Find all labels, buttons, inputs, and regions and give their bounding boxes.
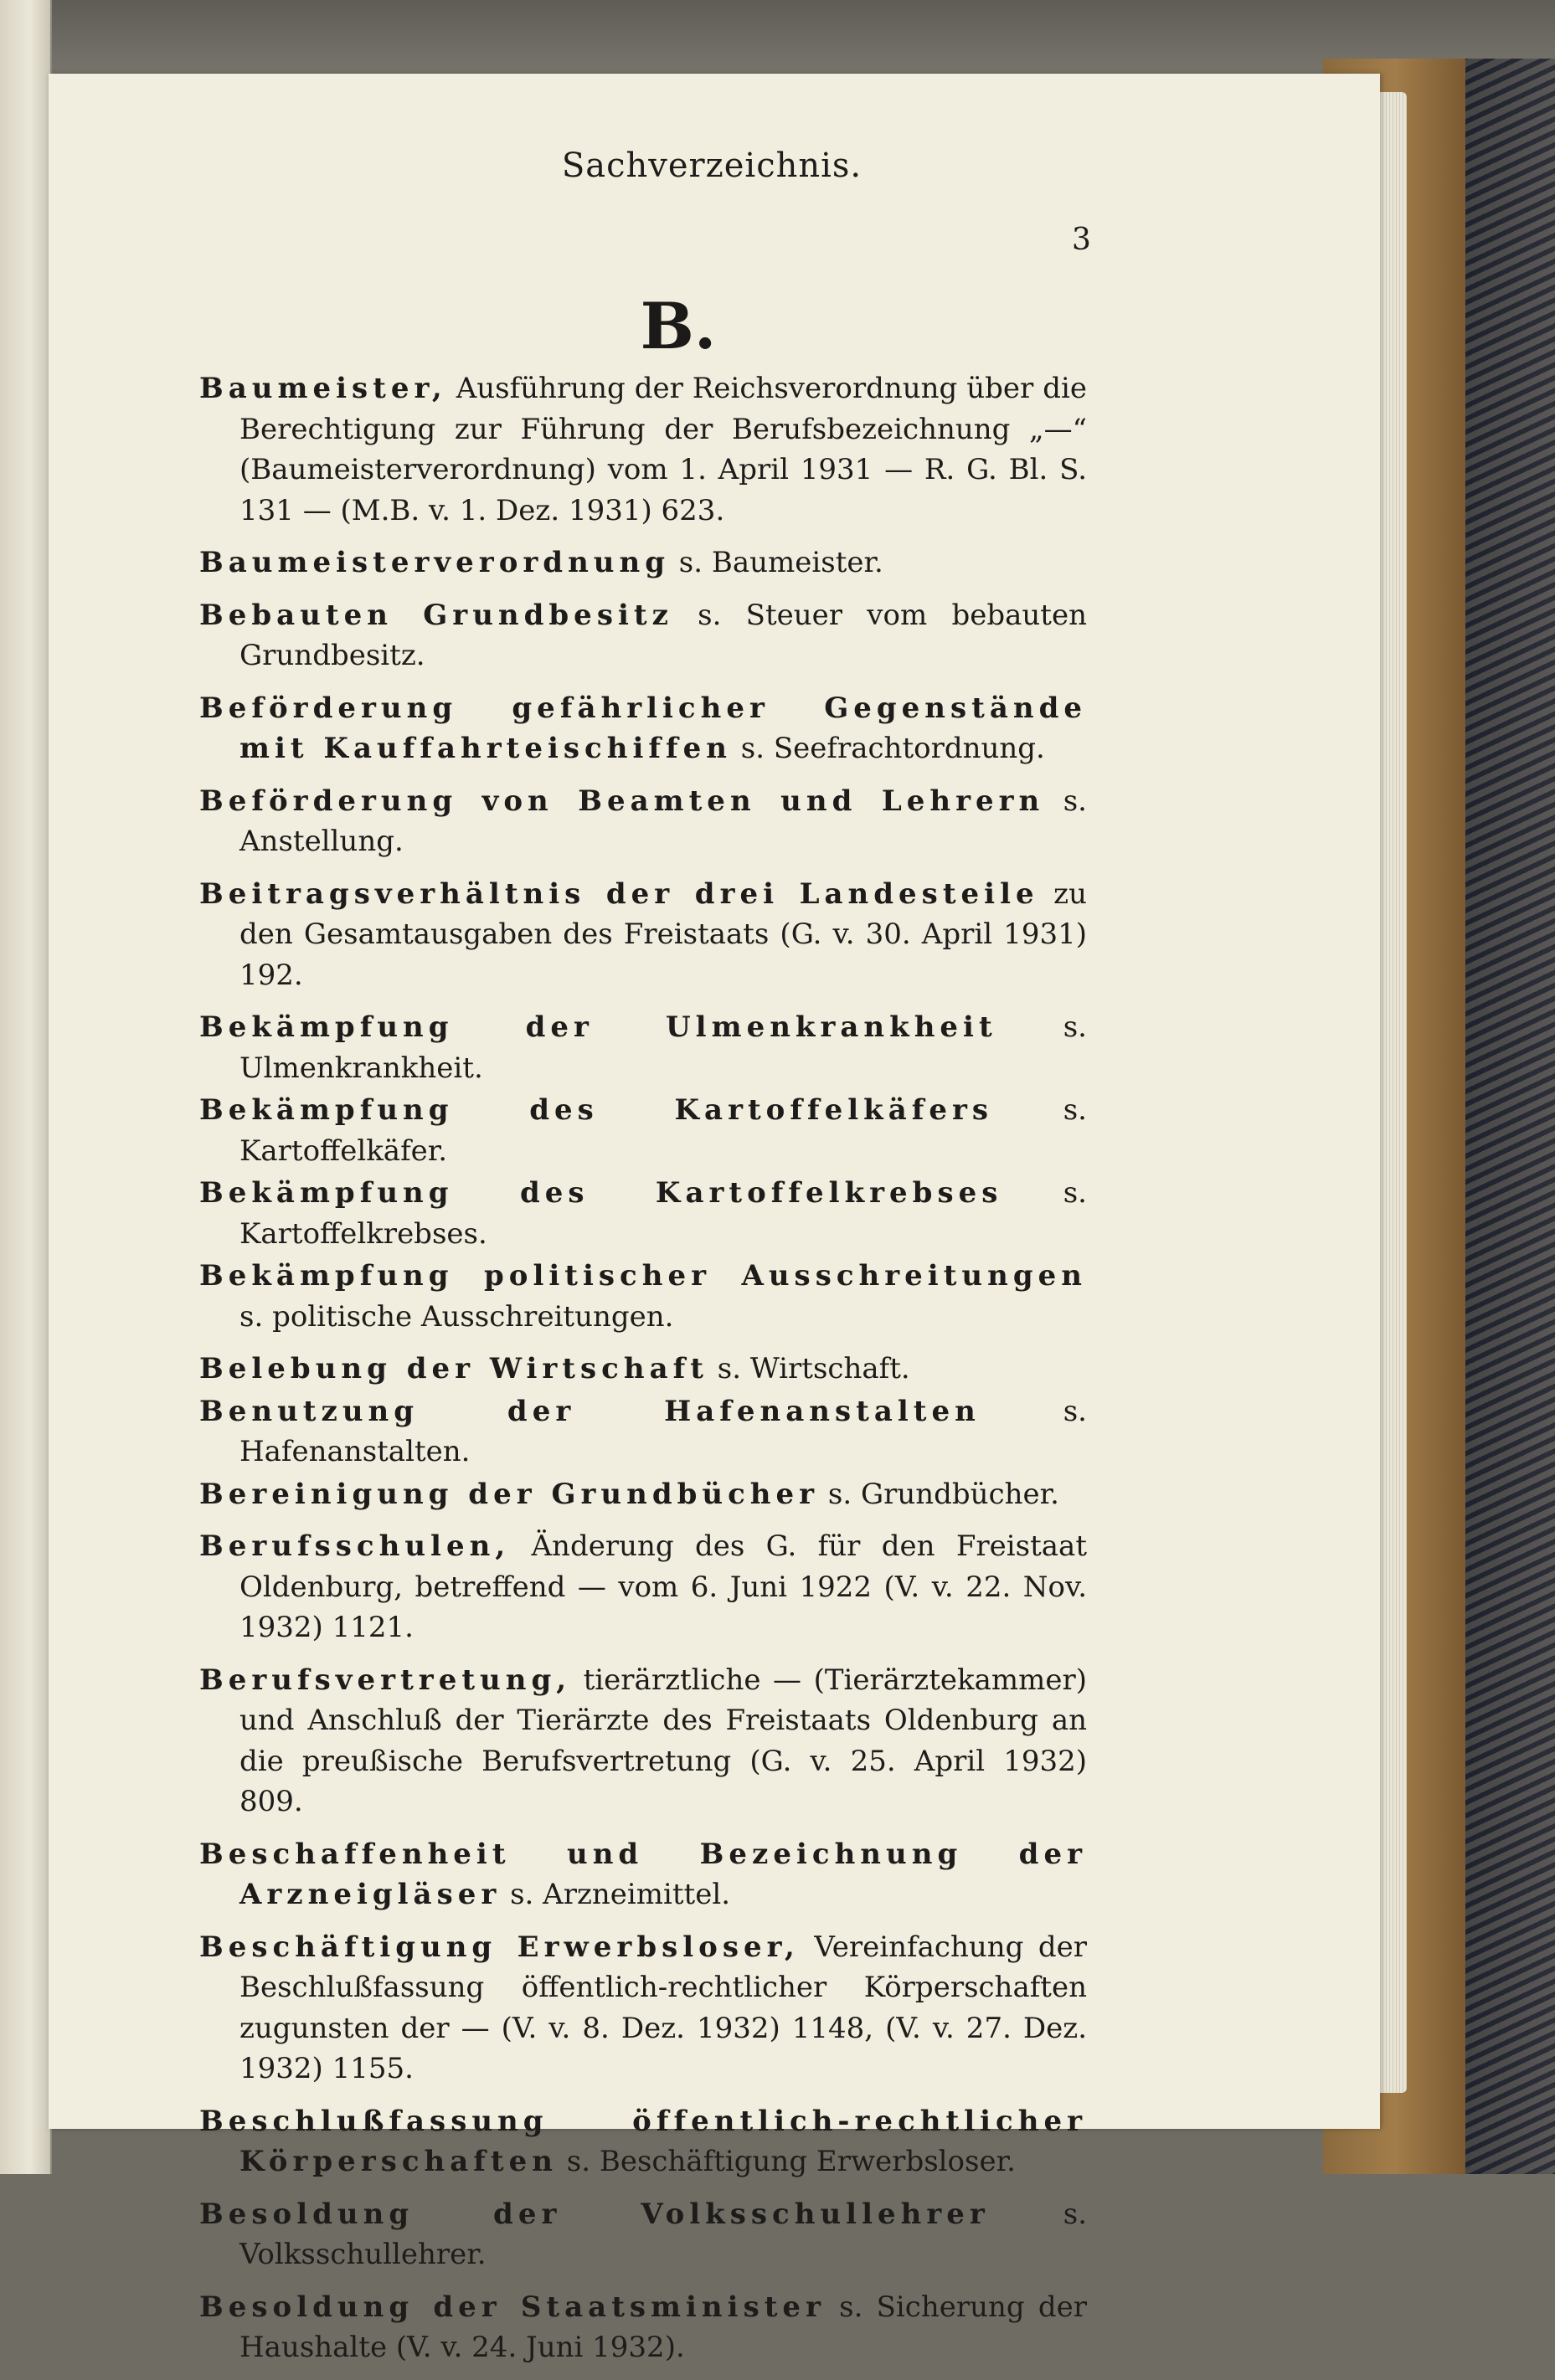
- entry-text: s. Wirtschaft.: [708, 1352, 910, 1385]
- entry-text: s. Anstellung.: [239, 784, 1087, 858]
- entry-text: s. Kartoffelkäfer.: [239, 1093, 1087, 1168]
- entry-text: s. politische Ausschreitungen.: [239, 1299, 674, 1334]
- page-number: 3: [1072, 223, 1091, 257]
- entry-text: s. Baumeister.: [670, 546, 883, 579]
- entry-text: s. Seefrachtordnung.: [732, 732, 1045, 765]
- index-entry: [199, 2287, 1087, 2368]
- entry-headword: Bebauten Grundbesitz: [199, 598, 673, 632]
- entry-text: s. Steuer vom bebauten Grundbesitz.: [239, 598, 1087, 672]
- entry-headword: Beschäftigung Erwerbsloser,: [199, 1930, 800, 1964]
- entry-text: tierärztliche — (Tierärztekammer) und Anschluß der Tierärzte des Freistaats Oldenburg an die preußische Berufsvertretung (G. v. 25. April 1932) 809.: [239, 1663, 1087, 1818]
- entry-headword: Bekämpfung des Kartoffelkäfers: [199, 1093, 994, 1127]
- entry-headword: Baumeister,: [199, 372, 447, 405]
- left-page-edge: [0, 0, 52, 2174]
- entry-text: s. Beschäftigung Erwerbsloser.: [558, 2145, 1016, 2178]
- index-entry: [199, 1349, 1087, 1390]
- entry-headword: Beförderung gefährlicher Gegenstände mit Kauffahrteischiffen: [199, 691, 1087, 765]
- entry-headword: Bekämpfung der Ulmenkrankheit: [199, 1010, 997, 1044]
- entry-text: Änderung des G. für den Freistaat Oldenburg, betreffend — vom 6. Juni 1922 (V. v. 22. Nov. 1932) 1121.: [239, 1529, 1087, 1644]
- entry-headword: Bekämpfung des Kartoffelkrebses: [199, 1176, 1003, 1210]
- index-entry: [199, 874, 1087, 996]
- index-entry: [199, 1660, 1087, 1822]
- entry-headword: Berufsvertretung,: [199, 1663, 572, 1697]
- entry-headword: Beschlußfassung öffentlich-rechtlicher Körperschaften: [199, 2104, 1087, 2178]
- index-entry: [199, 368, 1087, 531]
- entry-text: s. Kartoffelkrebses.: [239, 1176, 1087, 1251]
- entry-text: zu den Gesamtausgaben des Freistaats (G. v. 30. April 1931) 192.: [239, 876, 1087, 992]
- section-letter: B.: [640, 289, 717, 363]
- entry-text: Vereinfachung der Beschlußfassung öffentlich-rechtlicher Körperschaften zugunsten der — (V. v. 8. Dez. 1932) 1148, (V. v. 27. Dez. 1932) 1155.: [239, 1930, 1087, 2085]
- index-entry: [199, 595, 1087, 676]
- entry-text: s. Hafenanstalten.: [239, 1394, 1087, 1468]
- entry-headword: Bereinigung der Grundbücher: [199, 1477, 820, 1511]
- index-entry: [199, 1256, 1087, 1337]
- entry-headword: Beitragsverhältnis der drei Landesteile: [199, 876, 1039, 911]
- entry-headword: Berufsschulen,: [199, 1529, 511, 1563]
- index-entry: [199, 2101, 1087, 2182]
- entry-text: s. Arzneimittel.: [501, 1878, 731, 1911]
- entry-text: s. Ulmenkrankheit.: [239, 1010, 1087, 1085]
- index-entry: [199, 781, 1087, 862]
- index-entry: [199, 1474, 1087, 1515]
- entry-headword: Belebung der Wirtschaft: [199, 1352, 708, 1385]
- index-entry: [199, 688, 1087, 769]
- entry-text: s. Sicherung der Haushalte (V. v. 24. Juni 1932).: [239, 2290, 1088, 2364]
- entry-text: s. Grundbücher.: [819, 1477, 1059, 1511]
- index-entry: [199, 1090, 1087, 1171]
- index-entry: [199, 1526, 1087, 1648]
- entry-headword: Besoldung der Volksschullehrer: [199, 2197, 990, 2231]
- entry-text: s. Volksschullehrer.: [239, 2197, 1087, 2271]
- entry-headword: Beförderung von Beamten und Lehrern: [199, 784, 1045, 818]
- index-entry: [199, 1391, 1087, 1473]
- entry-headword: Baumeisterverordnung: [199, 546, 670, 579]
- index-entries: [199, 368, 1087, 2380]
- running-title: Sachverzeichnis.: [561, 147, 862, 185]
- entry-headword: Bekämpfung politischer Ausschreitungen: [199, 1259, 1087, 1293]
- index-entry: [199, 1927, 1087, 2090]
- index-entry: [199, 1007, 1087, 1088]
- index-entry: [199, 2194, 1087, 2275]
- entry-headword: Beschaffenheit und Bezeichnung der Arzneigläser: [199, 1837, 1087, 1911]
- entry-text: Ausführung der Reichsverordnung über die Berechtigung zur Führung der Berufsbezeichnung „—“ (Baumeisterverordnung) vom 1. April 1931 — R. G. Bl. S. 131 — (M.B. v. 1. Dez. 1931) 623.: [239, 372, 1087, 527]
- entry-headword: Besoldung der Staatsminister: [199, 2290, 826, 2324]
- index-entry: [199, 1834, 1087, 1915]
- entry-headword: Benutzung der Hafenanstalten: [199, 1394, 981, 1428]
- index-entry: [199, 542, 1087, 583]
- index-entry: [199, 1173, 1087, 1254]
